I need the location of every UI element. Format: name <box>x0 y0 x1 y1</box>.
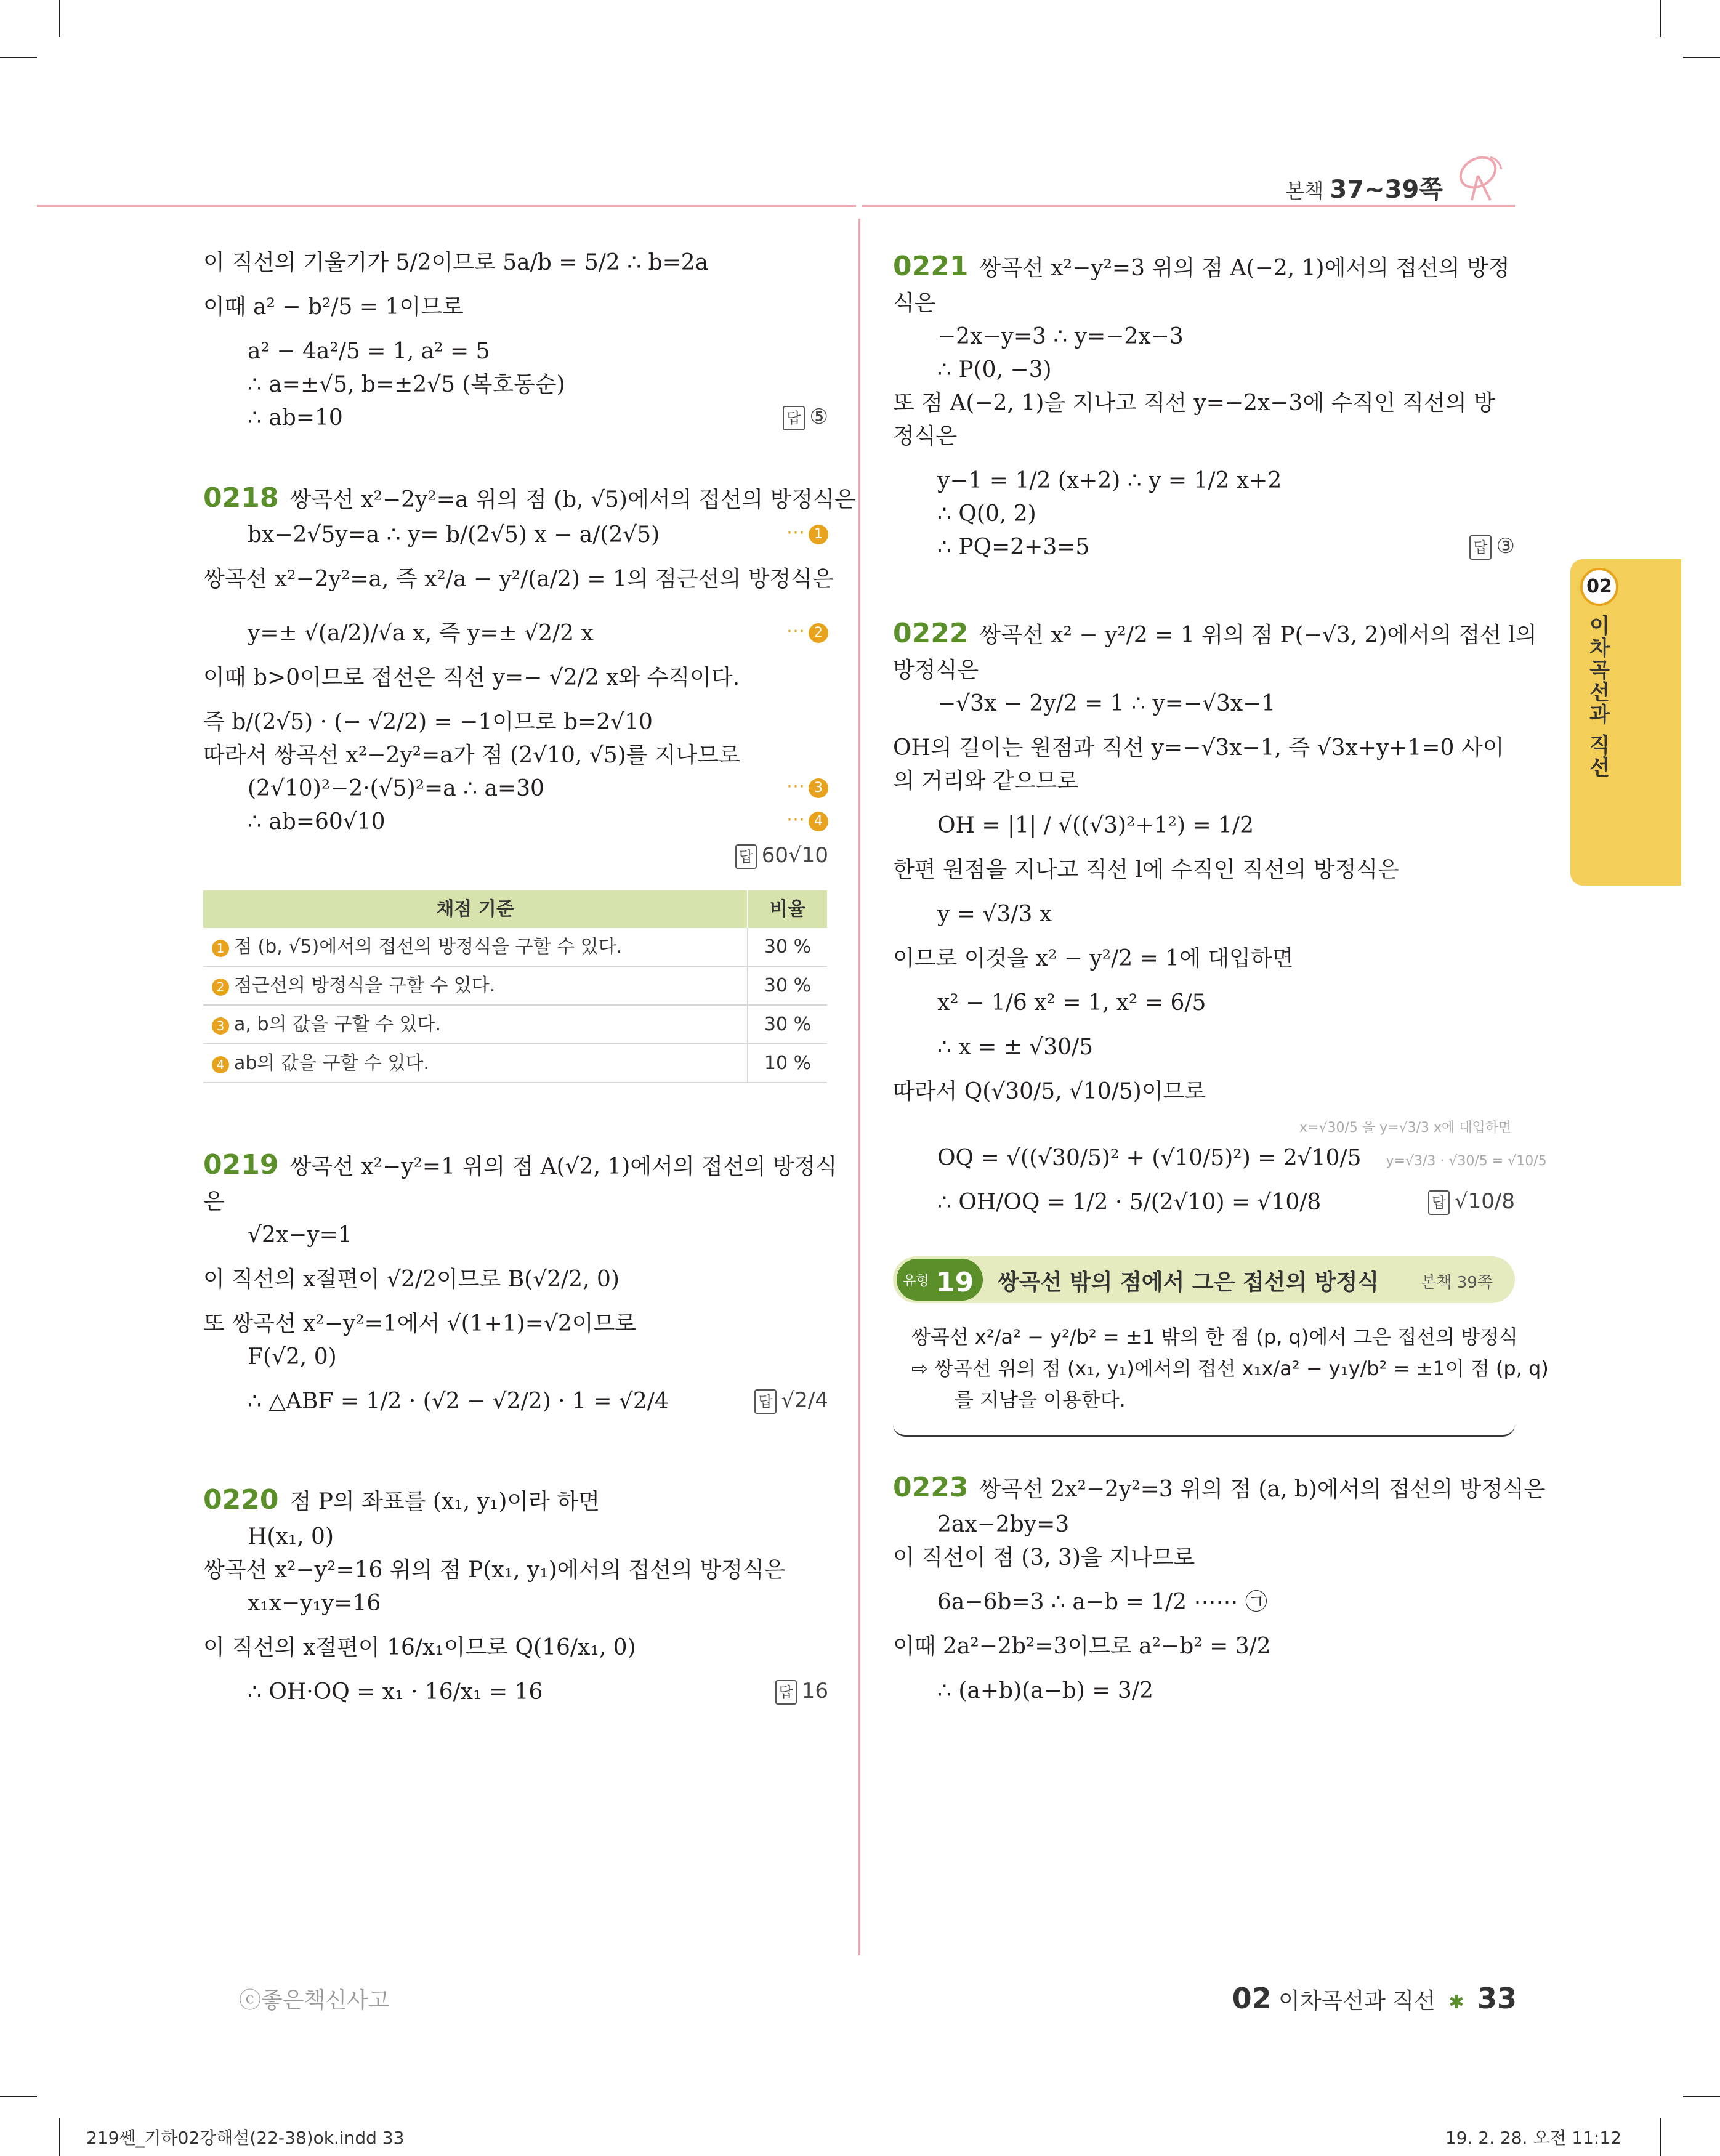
math-line <box>203 772 828 805</box>
math-line <box>203 402 828 435</box>
grading-criterion <box>203 1044 748 1083</box>
grading-criterion <box>203 928 748 966</box>
crop-mark <box>0 2096 37 2097</box>
problem-heading <box>203 1145 838 1185</box>
math-text: ∴ OH·OQ = x₁ · 16/x₁ = 16 <box>248 1679 543 1705</box>
math-line: 식은 <box>893 291 936 316</box>
solution-intro <box>203 246 828 435</box>
column-divider <box>858 219 860 1955</box>
math-text: OQ = √((√30/5)² + (√10/5)²) = 2√10/5 <box>937 1145 1362 1171</box>
answer-icon: 답 <box>783 406 804 430</box>
math-line: 이 직선의 x절편이 16/x₁이므로 Q(16/x₁, 0) <box>203 1635 636 1660</box>
grading-rate: 30 % <box>748 966 827 1005</box>
grading-row <box>203 928 827 966</box>
grading-row <box>203 1044 827 1083</box>
type-line: 쌍곡선 x²/a² − y²/b² = ±1 밖의 한 점 (p, q)에서 그은 접선의 방정식 <box>911 1325 1518 1349</box>
math-line: ∴ a=±√5, b=±2√5 (복호동순) <box>248 372 565 397</box>
type-19-banner <box>893 1256 1515 1303</box>
math-line: OH의 길이는 원점과 직선 y=−√3x−1, 즉 √3x+y+1=0 사이 <box>893 735 1504 761</box>
answer-mark <box>735 843 828 868</box>
math-line: 이때 2a²−2b²=3이므로 a²−b² = 3/2 <box>893 1633 1271 1659</box>
math-line: 따라서 Q(√30/5, √10/5)이므로 <box>893 1079 1206 1104</box>
problem-0218 <box>203 478 856 1083</box>
math-line: −√3x − 2y/2 = 1 ∴ y=−√3x−1 <box>937 691 1276 716</box>
page-reference <box>1286 170 1443 205</box>
crop-mark <box>0 57 37 58</box>
answer-value: ③ <box>1496 534 1515 559</box>
right-column <box>893 246 1549 1708</box>
answer-mark <box>754 1385 828 1416</box>
math-line: F(√2, 0) <box>248 1344 337 1370</box>
math-line: ∴ x = ± √30/5 <box>937 1035 1094 1060</box>
type-19-body <box>893 1315 1549 1437</box>
math-line: ∴ (a+b)(a−b) = 3/2 <box>937 1678 1153 1703</box>
type-line: ⇨ 쌍곡선 위의 점 (x₁, y₁)에서의 접선 x₁x/a² − y₁y/b² = ±1이 점 (p, q) <box>911 1357 1549 1381</box>
footer-chapter-title: 이차곡선과 직선 <box>1278 1988 1435 2014</box>
math-text: 쌍곡선 2x²−2y²=3 위의 점 (a, b)에서의 접선의 방정식은 <box>979 1476 1546 1502</box>
math-line: 이때 b>0이므로 접선은 직선 y=− √2/2 x와 수직이다. <box>203 665 740 690</box>
math-line: y = √3/3 x <box>937 902 1052 927</box>
math-line: x² − 1/6 x² = 1, x² = 6/5 <box>937 990 1206 1015</box>
problem-heading <box>203 478 856 519</box>
star-icon: ✱ <box>1448 1992 1464 2013</box>
type-title: 쌍곡선 밖의 점에서 그은 접선의 방정식 <box>998 1270 1379 1295</box>
header-rule <box>862 205 1515 207</box>
grading-table-header <box>203 890 827 928</box>
criterion-number: 3 <box>212 1017 229 1035</box>
answer-mark <box>775 1676 828 1707</box>
math-line <box>203 1385 828 1418</box>
math-line: 의 거리와 같으므로 <box>893 769 1079 794</box>
math-text: 점 P의 좌표를 (x₁, y₁)이라 하면 <box>289 1489 600 1514</box>
math-line: 이 직선의 기울기가 5/2이므로 5a/b = 5/2 ∴ b=2a <box>203 250 709 275</box>
grading-rate: 30 % <box>748 1005 827 1044</box>
type-badge <box>897 1259 983 1301</box>
problem-0219 <box>203 1145 838 1418</box>
crop-mark <box>1660 2118 1661 2156</box>
grading-criteria-header: 채점 기준 <box>203 890 748 928</box>
math-line: a² − 4a²/5 = 1, a² = 5 <box>248 339 490 364</box>
math-line: ∴ P(0, −3) <box>937 357 1052 382</box>
print-slug-date: 19. 2. 28. 오전 11:12 <box>1445 2128 1621 2148</box>
math-line: −2x−y=3 ∴ y=−2x−3 <box>937 324 1184 349</box>
grading-rate: 10 % <box>748 1044 827 1083</box>
crop-mark <box>1660 0 1661 37</box>
answer-icon: 답 <box>775 1680 797 1705</box>
answer-value: √10/8 <box>1454 1189 1515 1214</box>
math-line: 쌍곡선 x²−y²=16 위의 점 P(x₁, y₁)에서의 접선의 방정식은 <box>203 1557 786 1583</box>
math-line: 은 <box>203 1189 225 1214</box>
type-page-reference: 본책 39쪽 <box>1421 1274 1493 1292</box>
step-number: 1 <box>809 525 828 544</box>
chapter-title-vertical: 이차곡선과 직선 <box>1585 615 1610 778</box>
math-line: 이 직선의 x절편이 √2/2이므로 B(√2/2, 0) <box>203 1267 620 1292</box>
math-line: 또 점 A(−2, 1)을 지나고 직선 y=−2x−3에 수직인 직선의 방 <box>893 390 1495 416</box>
criterion-number: 4 <box>212 1056 229 1073</box>
answer-icon: 답 <box>754 1389 776 1414</box>
satellite-dish-icon <box>1453 148 1509 203</box>
grading-criterion <box>203 1005 748 1044</box>
note-text: y=√3/3 · √30/5 = √10/5 <box>1386 1153 1547 1169</box>
math-line: 이때 a² − b²/5 = 1이므로 <box>203 294 464 320</box>
math-line <box>203 1676 828 1709</box>
note-text: x=√30/5 을 y=√3/3 x에 대입하면 <box>1299 1120 1512 1136</box>
problem-heading <box>203 1480 828 1520</box>
type-badge-number: 19 <box>936 1267 974 1298</box>
problem-number: 0219 <box>203 1149 279 1181</box>
print-slug-file: 219쎈_기하02강해설(22-38)ok.indd 33 <box>86 2128 405 2148</box>
math-line <box>893 531 1515 564</box>
problem-heading <box>893 1468 1546 1508</box>
problem-number: 0218 <box>203 482 279 514</box>
math-text: y=± √(a/2)/√a x, 즉 y=± √2/2 x <box>248 621 594 646</box>
math-line: x₁x−y₁y=16 <box>248 1591 381 1616</box>
math-line: 2ax−2by=3 <box>937 1511 1070 1537</box>
math-line: H(x₁, 0) <box>248 1524 334 1549</box>
crop-mark <box>59 0 60 37</box>
problem-0220 <box>203 1480 828 1709</box>
header-rule <box>37 205 856 207</box>
grading-table <box>203 890 827 1083</box>
answer-icon: 답 <box>1428 1190 1450 1215</box>
answer-value: ⑤ <box>809 405 828 429</box>
math-line: 이므로 이것을 x² − y²/2 = 1에 대입하면 <box>893 946 1294 971</box>
problem-heading <box>893 246 1515 287</box>
step-number: 4 <box>809 812 828 831</box>
page-number: 33 <box>1477 1982 1517 2015</box>
math-line: ∴ Q(0, 2) <box>937 501 1036 527</box>
criterion-number: 1 <box>212 940 229 957</box>
criterion-text: a, b의 값을 구할 수 있다. <box>234 1014 442 1035</box>
answer-icon: 답 <box>735 844 757 869</box>
problem-heading <box>893 613 1537 654</box>
problem-number: 0222 <box>893 618 969 649</box>
math-text: 쌍곡선 x² − y²/2 = 1 위의 점 P(−√3, 2)에서의 접선 l의 <box>979 623 1537 648</box>
step-number: 2 <box>809 623 828 643</box>
math-line: √2x−y=1 <box>248 1222 352 1248</box>
criterion-text: 점 (b, √5)에서의 접선의 방정식을 구할 수 있다. <box>234 936 623 958</box>
grading-row <box>203 966 827 1005</box>
chapter-number-badge: 02 <box>1580 568 1618 606</box>
math-line: 쌍곡선 x²−2y²=a, 즉 x²/a − y²/(a/2) = 1의 점근선의 방정식은 <box>203 567 834 592</box>
math-line: 또 쌍곡선 x²−y²=1에서 √(1+1)=√2이므로 <box>203 1311 637 1336</box>
problem-number: 0221 <box>893 251 969 282</box>
math-line: 따라서 쌍곡선 x²−2y²=a가 점 (2√10, √5)를 지나므로 <box>203 743 740 768</box>
math-text: ∴ ab=10 <box>248 405 343 430</box>
math-line: 정식은 <box>893 424 958 449</box>
problem-number: 0223 <box>893 1471 969 1503</box>
page-reference-prefix: 본책 <box>1285 179 1324 203</box>
type-line: 를 지남을 이용한다. <box>955 1388 1126 1412</box>
step-marker: ⋯ 4 <box>786 805 828 833</box>
criterion-number: 2 <box>212 979 229 996</box>
page-reference-pages: 37~39쪽 <box>1330 176 1443 204</box>
step-marker: ⋯ 3 <box>786 772 828 800</box>
math-line <box>893 1186 1515 1219</box>
problem-0223 <box>893 1468 1546 1708</box>
math-line: 한편 원점을 지나고 직선 l에 수직인 직선의 방정식은 <box>893 857 1399 882</box>
math-line: OH = |1| / √((√3)²+1²) = 1/2 <box>937 813 1254 838</box>
math-line: 방정식은 <box>893 658 979 683</box>
math-line <box>203 617 828 650</box>
answer-mark <box>1469 531 1515 562</box>
left-column <box>203 246 856 1709</box>
grading-rate: 30 % <box>748 928 827 966</box>
answer-icon: 답 <box>1469 535 1491 560</box>
problem-number: 0220 <box>203 1484 279 1516</box>
grading-criterion <box>203 966 748 1005</box>
criterion-text: ab의 값을 구할 수 있다. <box>234 1052 429 1074</box>
answer-value: 60√10 <box>761 843 828 868</box>
side-note <box>893 1108 1515 1142</box>
answer-mark <box>1428 1186 1515 1217</box>
step-marker: ⋯ 1 <box>786 519 828 546</box>
math-line <box>203 519 828 552</box>
grading-rate-header: 비율 <box>748 890 827 928</box>
problem-0222 <box>893 613 1547 1219</box>
math-text: ∴ PQ=2+3=5 <box>937 535 1090 560</box>
math-line <box>203 805 828 839</box>
answer-value: √2/4 <box>781 1388 828 1413</box>
math-text: ∴ OH/OQ = 1/2 · 5/(2√10) = √10/8 <box>937 1190 1322 1215</box>
math-text: (2√10)²−2·(√5)²=a ∴ a=30 <box>248 776 544 801</box>
crop-mark <box>1683 2096 1720 2097</box>
step-marker: ⋯ 2 <box>786 617 828 645</box>
chapter-side-tab <box>1570 559 1681 886</box>
answer-mark <box>783 402 828 433</box>
math-text: bx−2√5y=a ∴ y= b/(2√5) x − a/(2√5) <box>248 522 660 547</box>
math-text: 쌍곡선 x²−2y²=a 위의 점 (b, √5)에서의 접선의 방정식은 <box>289 487 856 512</box>
math-text: ∴ ab=60√10 <box>248 809 386 834</box>
math-line <box>203 839 828 872</box>
answer-value: 16 <box>801 1679 828 1703</box>
crop-mark <box>1683 57 1720 58</box>
math-line: 이 직선이 점 (3, 3)을 지나므로 <box>893 1544 1195 1570</box>
math-line: y−1 = 1/2 (x+2) ∴ y = 1/2 x+2 <box>937 468 1282 493</box>
problem-0221 <box>893 246 1515 564</box>
page-footer <box>1232 1982 1517 2015</box>
math-text: 쌍곡선 x²−y²=3 위의 점 A(−2, 1)에서의 접선의 방정 <box>979 256 1510 281</box>
math-line: 즉 b/(2√5) · (− √2/2) = −1이므로 b=2√10 <box>203 709 653 735</box>
math-text: 쌍곡선 x²−y²=1 위의 점 A(√2, 1)에서의 접선의 방정식 <box>289 1154 838 1179</box>
math-line: 6a−6b=3 ∴ a−b = 1/2 ⋯⋯ ㉠ <box>937 1589 1267 1615</box>
math-text: ∴ △ABF = 1/2 · (√2 − √2/2) · 1 = √2/4 <box>248 1389 669 1414</box>
grading-row <box>203 1005 827 1044</box>
math-line <box>893 1142 1547 1175</box>
footer-chapter-number: 02 <box>1232 1982 1272 2015</box>
copyright: ⓒ좋은책신사고 <box>239 1988 390 2013</box>
step-number: 3 <box>809 778 828 798</box>
crop-mark <box>59 2118 60 2156</box>
criterion-text: 점근선의 방정식을 구할 수 있다. <box>234 975 496 996</box>
type-badge-label: 유형 <box>903 1274 929 1289</box>
